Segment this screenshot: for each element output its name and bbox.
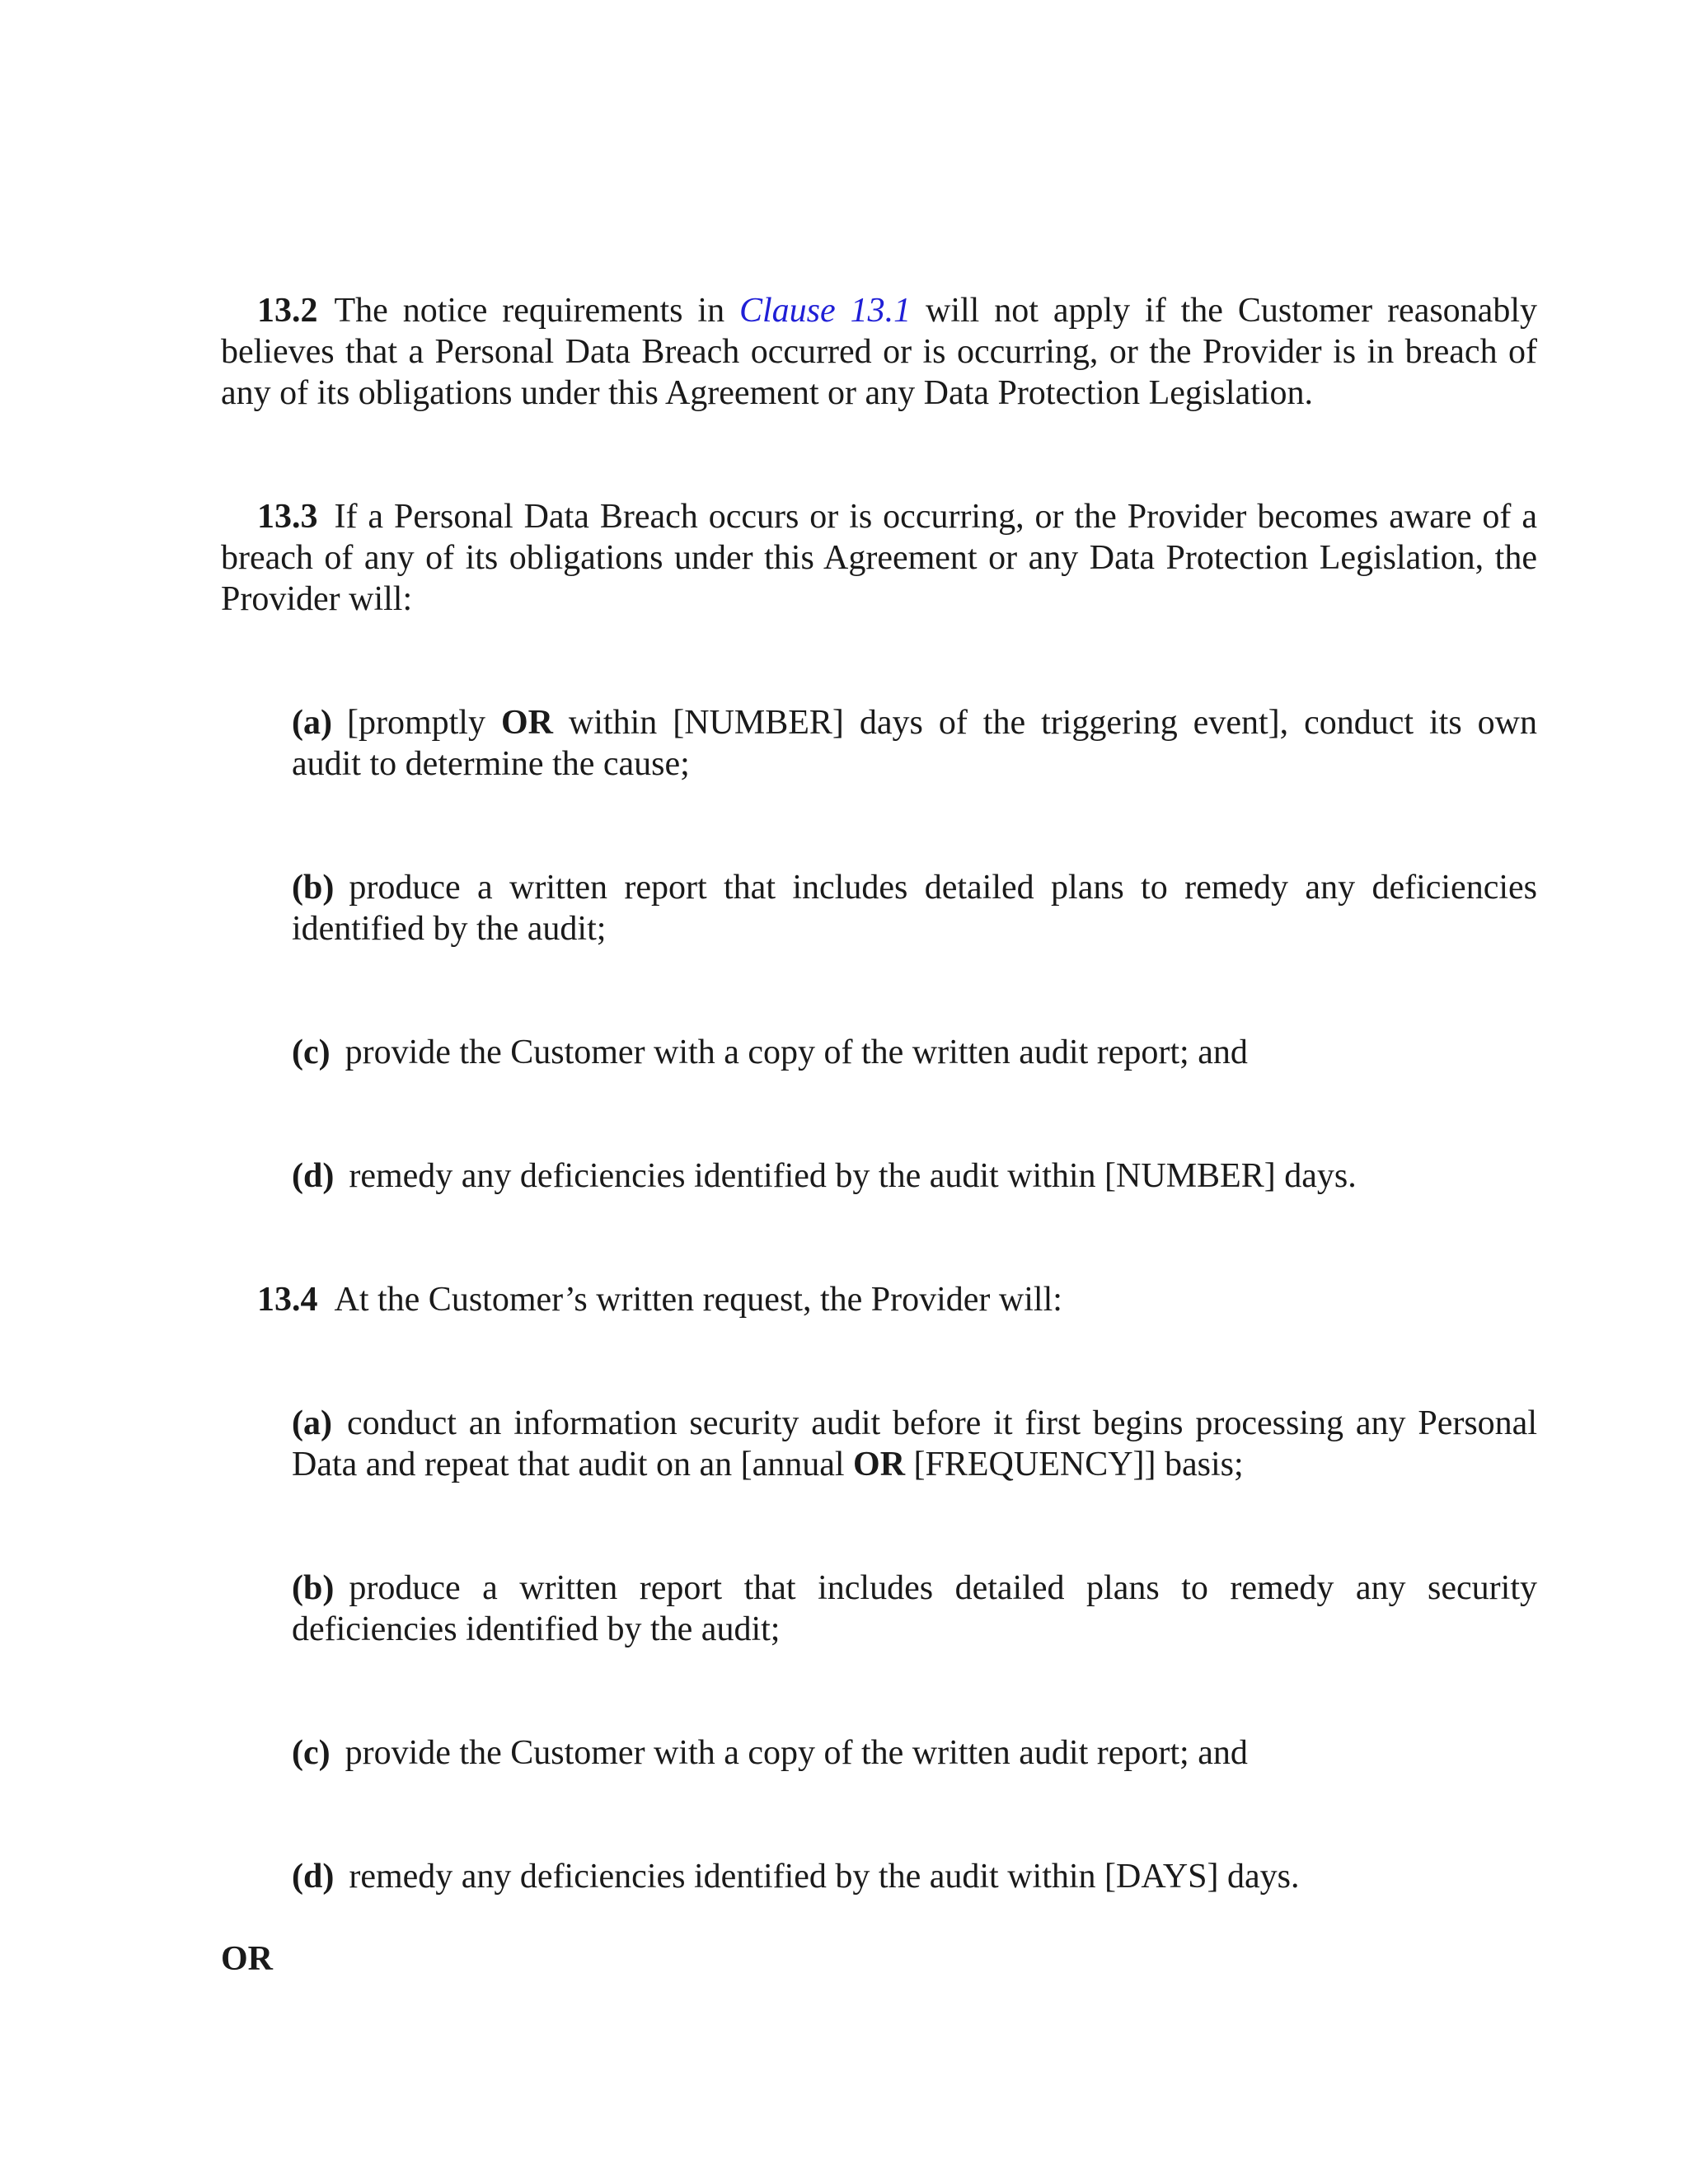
item-text: remedy any deficiencies identified by the audit within [NUMBER] days.	[349, 1157, 1357, 1195]
clause-13-2	[221, 290, 1537, 414]
item-label: (c)	[292, 1734, 331, 1772]
item-keyword: OR	[500, 704, 553, 742]
clause-13-3-item-a	[292, 702, 1537, 785]
item-text: remedy any deficiencies identified by the audit within [DAYS] days.	[349, 1858, 1300, 1896]
clause-text: The notice requirements in	[334, 292, 739, 330]
clause-13-4-item-a	[292, 1403, 1537, 1485]
clause-13-4-item-b	[292, 1568, 1537, 1650]
clause-text: will not apply if the Customer reasonably believes that a Personal Data Breach occurred or is occurring, or the Provider is in breach of any of its obligations under this Agreement or any Data Protection Legislation.	[221, 292, 1537, 412]
clause-13-3-item-c	[292, 1032, 1537, 1073]
item-text: provide the Customer with a copy of the written audit report; and	[345, 1734, 1248, 1772]
item-label: (b)	[292, 1569, 335, 1607]
item-label: (a)	[292, 704, 332, 742]
item-text: provide the Customer with a copy of the written audit report; and	[345, 1033, 1248, 1071]
item-text: produce a written report that includes detailed plans to remedy any deficiencies identified by the audit;	[292, 869, 1537, 948]
clause-number: 13.3	[257, 498, 318, 536]
clause-13-4-item-d	[292, 1856, 1537, 1897]
item-text: within [NUMBER] days of the triggering event], conduct its own audit to determine the cause;	[292, 704, 1538, 783]
item-text: produce a written report that includes detailed plans to remedy any security deficiencies identified by the audit;	[292, 1569, 1537, 1648]
clause-text: At the Customer’s written request, the Provider will:	[334, 1281, 1062, 1319]
item-text: conduct an information security audit before it first begins processing any Personal Data and repeat that audit on an [annual	[292, 1404, 1537, 1483]
item-label: (d)	[292, 1858, 335, 1896]
clause-text: If a Personal Data Breach occurs or is occurring, or the Provider becomes aware of a breach of any of its obligations under this Agreement or any Data Protection Legislation, the Provider will:	[221, 498, 1537, 618]
clause-13-3-item-b	[292, 867, 1537, 949]
item-label: (a)	[292, 1404, 332, 1442]
clause-13-3-item-d	[292, 1155, 1537, 1197]
clause-number: 13.2	[257, 292, 318, 330]
clause-reference-link[interactable]: Clause 13.1	[738, 292, 912, 330]
item-label: (b)	[292, 869, 335, 907]
item-keyword: OR	[853, 1446, 906, 1483]
clause-number: 13.4	[257, 1281, 318, 1319]
or-separator: OR	[221, 1940, 273, 1978]
clause-13-4-item-c	[292, 1732, 1537, 1774]
item-label: (c)	[292, 1033, 331, 1071]
clause-13-3	[221, 496, 1537, 620]
item-text: [promptly	[346, 704, 501, 742]
item-label: (d)	[292, 1157, 335, 1195]
clause-13-4	[221, 1279, 1537, 1320]
item-text: [FREQUENCY]] basis;	[905, 1446, 1244, 1483]
